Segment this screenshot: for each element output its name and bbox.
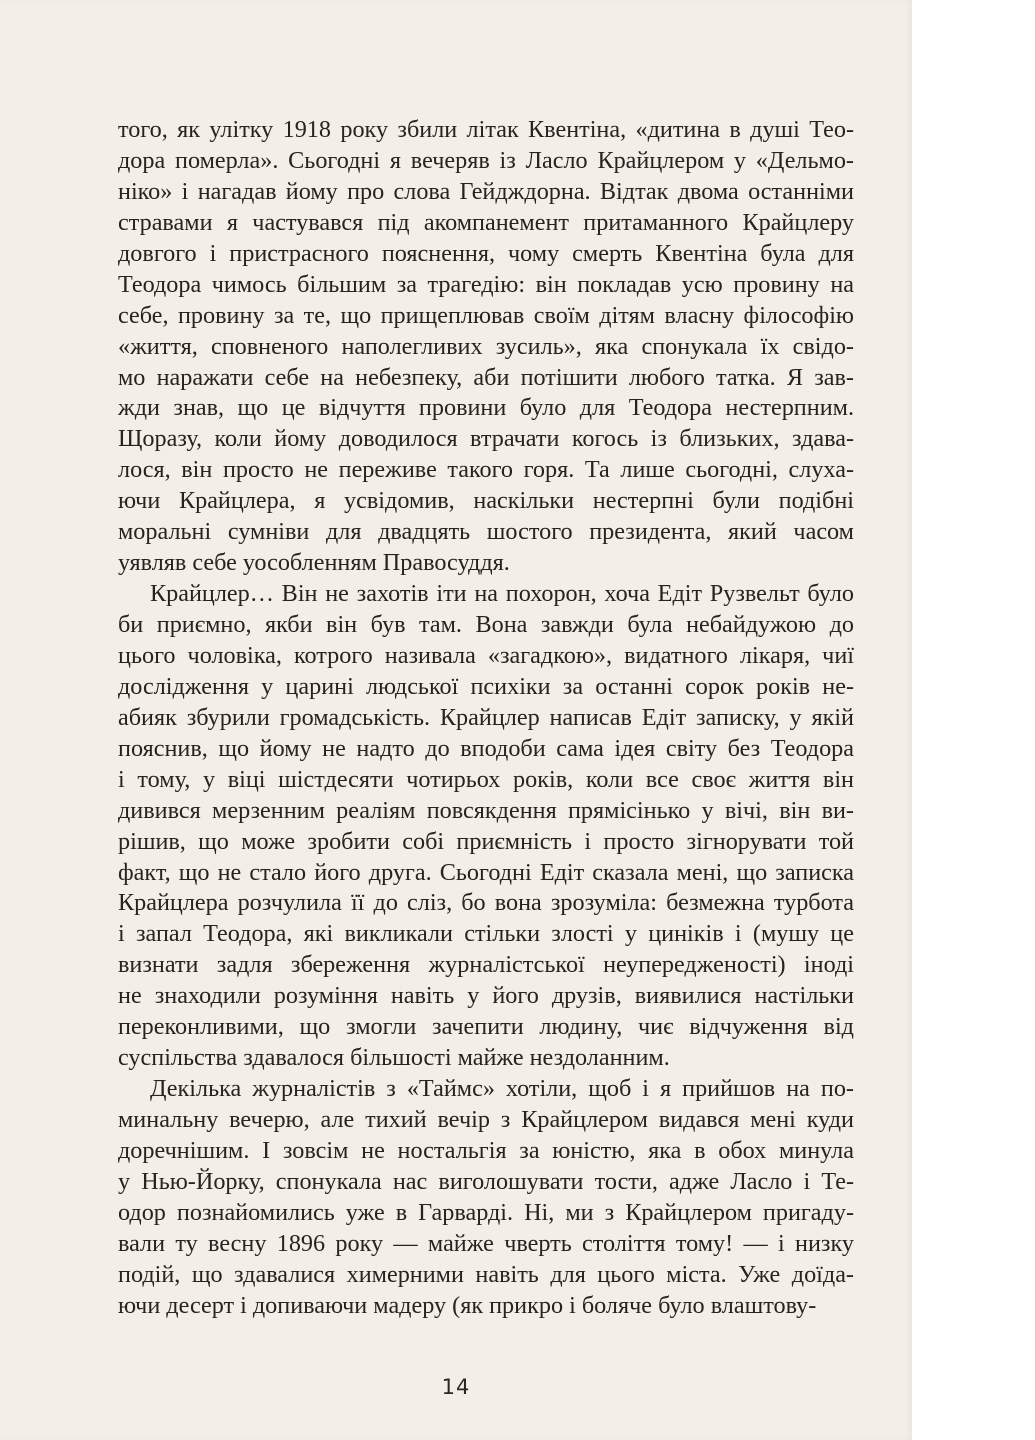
text-line: абияк збурили громадськість. Крайцлер написав Едіт записку, у якій <box>118 703 854 731</box>
body-text <box>118 115 854 1322</box>
text-line: факт, що не стало його друга. Сьогодні Едіт сказала мені, що записка <box>118 858 854 886</box>
text-line: дивився мерзенним реаліям повсякдення прямісінько у вічі, він ви- <box>118 796 854 824</box>
text-line: би приємно, якби він був там. Вона завжди була небайдужою до <box>118 611 854 638</box>
text-line: одор познайомились уже в Гарварді. Ні, ми з Крайцлером пригаду- <box>118 1198 854 1226</box>
text-line: себе, провину за те, що прищеплював своїм дітям власну філософію <box>118 301 854 329</box>
text-line: у Нью-Йорку, спонукала нас виголошувати тости, адже Ласло і Те- <box>118 1167 854 1195</box>
text-line: ючи Крайцлера, я усвідомив, наскільки нестерпні були подібні <box>118 487 854 515</box>
text-line: і тому, у віці шістдесяти чотирьох років, коли все своє життя він <box>118 765 854 793</box>
text-line: моральні сумніви для двадцять шостого президента, який часом <box>118 518 854 546</box>
text-line: рішив, що може зробити собі приємність і просто зігнорувати той <box>118 827 854 855</box>
text-line: жди знав, що це відчуття провини було для Теодора нестерпним. <box>118 394 854 422</box>
text-line: уявляв себе уособленням Правосуддя. <box>118 549 510 577</box>
text-line: стравами я частувався під акомпанемент притаманного Крайцлеру <box>118 208 854 236</box>
text-line: ючи десерт і допиваючи мадеру (як прикро і боляче було влаштову- <box>118 1291 817 1319</box>
text-line: Щоразу, коли йому доводилося втрачати когось із близьких, здава- <box>118 425 854 453</box>
text-line: цього чоловіка, котрого називала «загадкою», видатного лікаря, чиї <box>118 641 854 669</box>
text-line: вали ту весну 1896 року — майже чверть століття тому! — і низку <box>118 1229 854 1257</box>
text-line: довгого і пристрасного пояснення, чому смерть Квентіна була для <box>118 239 854 267</box>
text-line: Теодора чимось більшим за трагедію: він покладав усю провину на <box>118 270 854 298</box>
text-line: суспільства здавалося більшості майже нездоланним. <box>118 1044 670 1072</box>
text-line: Крайцлера розчулила її до сліз, бо вона зрозуміла: безмежна турбота <box>118 889 854 917</box>
text-line: подій, що здавалися химерними навіть для цього міста. Уже доїда- <box>118 1260 854 1288</box>
text-line: Декілька журналістів з «Таймс» хотіли, щоб і я прийшов на по- <box>150 1075 854 1103</box>
text-line: Крайцлер… Він не захотів іти на похорон, хоча Едіт Рузвельт було <box>150 580 854 608</box>
text-line: минальну вечерю, але тихий вечір з Крайцлером видався мені куди <box>118 1106 854 1133</box>
text-line: дослідження у царині людської психіки за останні сорок років не- <box>118 672 854 700</box>
text-line: лося, він просто не переживе такого горя. Та лише сьогодні, слуха- <box>118 456 854 484</box>
text-line: дора померла». Сьогодні я вечеряв із Ласло Крайцлером у «Дельмо- <box>118 146 854 174</box>
page-number: 14 <box>441 1375 471 1399</box>
text-line: не знаходили розуміння навіть у його друзів, виявилися настільки <box>118 982 854 1010</box>
text-line: ніко» і нагадав йому про слова Гейдждорна. Відтак двома останніми <box>118 177 854 205</box>
text-line: визнати задля збереження журналістської неупередженості) іноді <box>118 951 854 979</box>
text-line: і запал Теодора, які викликали стільки злості у циніків і (мушу це <box>118 920 854 948</box>
text-line: переконливими, що змогли зачепити людину, чиє відчуження від <box>118 1013 854 1041</box>
page-margin-background <box>912 0 1035 1440</box>
text-line: мо наражати себе на небезпеку, аби потішити любого татка. Я зав- <box>118 363 854 391</box>
text-line: доречнішим. І зовсім не ностальгія за юністю, яка в обох минула <box>118 1136 854 1164</box>
text-line: того, як улітку 1918 року збили літак Квентіна, «дитина в душі Тео- <box>118 116 854 143</box>
text-line: пояснив, що йому не надто до вподоби сама ідея світу без Теодора <box>118 734 854 762</box>
text-line: «життя, сповненого наполегливих зусиль», яка спонукала їх свідо- <box>118 332 854 360</box>
